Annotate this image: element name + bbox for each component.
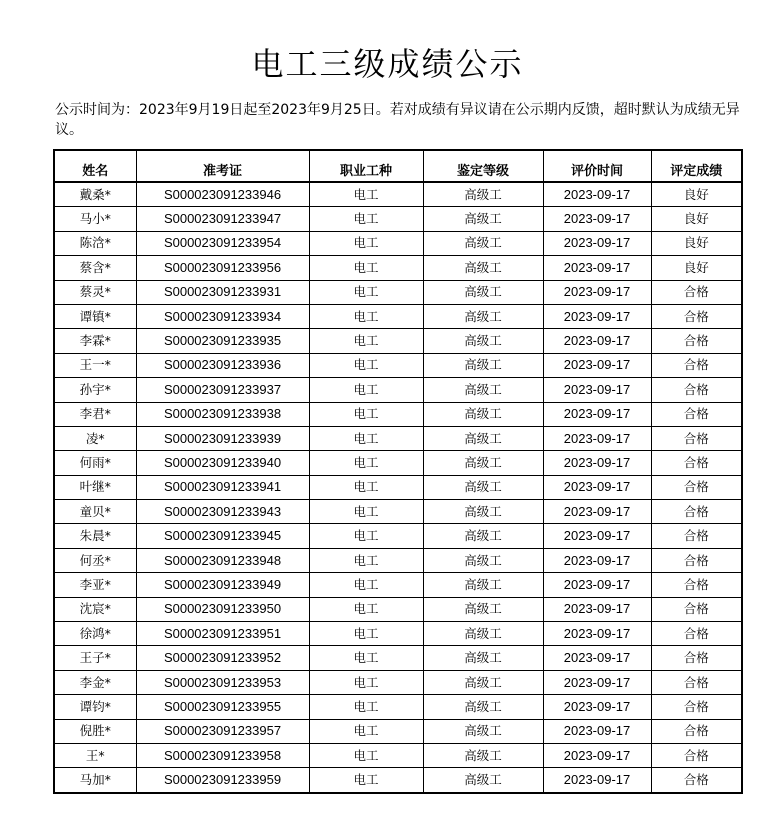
cell-date: 2023-09-17 [543, 304, 651, 328]
cell-name: 戴桑* [54, 182, 136, 207]
table-row [54, 426, 742, 450]
cell-exam-id: S000023091233943 [136, 500, 309, 524]
column-header-occupation: 职业工种 [309, 150, 423, 182]
cell-date: 2023-09-17 [543, 329, 651, 353]
table-row [54, 353, 742, 377]
table-row [54, 280, 742, 304]
cell-level: 高级工 [423, 670, 543, 694]
cell-grade: 合格 [651, 329, 742, 353]
cell-exam-id: S000023091233952 [136, 646, 309, 670]
cell-occupation: 电工 [309, 304, 423, 328]
cell-occupation: 电工 [309, 768, 423, 793]
cell-exam-id: S000023091233945 [136, 524, 309, 548]
cell-name: 谭镇* [54, 304, 136, 328]
cell-date: 2023-09-17 [543, 207, 651, 231]
cell-level: 高级工 [423, 402, 543, 426]
cell-exam-id: S000023091233951 [136, 622, 309, 646]
cell-grade: 合格 [651, 768, 742, 793]
table-row [54, 743, 742, 767]
cell-date: 2023-09-17 [543, 597, 651, 621]
cell-grade: 合格 [651, 304, 742, 328]
cell-name: 朱晨* [54, 524, 136, 548]
cell-level: 高级工 [423, 695, 543, 719]
table-row [54, 597, 742, 621]
cell-grade: 合格 [651, 646, 742, 670]
cell-name: 孙宇* [54, 378, 136, 402]
cell-date: 2023-09-17 [543, 378, 651, 402]
table-row [54, 768, 742, 793]
cell-date: 2023-09-17 [543, 256, 651, 280]
cell-level: 高级工 [423, 182, 543, 207]
cell-name: 李君* [54, 402, 136, 426]
table-row [54, 329, 742, 353]
cell-exam-id: S000023091233938 [136, 402, 309, 426]
cell-occupation: 电工 [309, 451, 423, 475]
cell-occupation: 电工 [309, 353, 423, 377]
cell-name: 倪胜* [54, 719, 136, 743]
cell-grade: 合格 [651, 597, 742, 621]
cell-level: 高级工 [423, 743, 543, 767]
table-row [54, 256, 742, 280]
cell-level: 高级工 [423, 622, 543, 646]
cell-occupation: 电工 [309, 573, 423, 597]
cell-grade: 合格 [651, 353, 742, 377]
cell-occupation: 电工 [309, 548, 423, 572]
table-row [54, 719, 742, 743]
cell-level: 高级工 [423, 256, 543, 280]
table-row [54, 646, 742, 670]
cell-name: 李金* [54, 670, 136, 694]
cell-name: 童贝* [54, 500, 136, 524]
cell-name: 徐鸿* [54, 622, 136, 646]
cell-grade: 合格 [651, 670, 742, 694]
cell-date: 2023-09-17 [543, 402, 651, 426]
cell-name: 何丞* [54, 548, 136, 572]
cell-level: 高级工 [423, 353, 543, 377]
cell-occupation: 电工 [309, 182, 423, 207]
cell-occupation: 电工 [309, 378, 423, 402]
cell-grade: 合格 [651, 743, 742, 767]
cell-date: 2023-09-17 [543, 670, 651, 694]
cell-name: 王* [54, 743, 136, 767]
cell-grade: 合格 [651, 280, 742, 304]
cell-level: 高级工 [423, 378, 543, 402]
cell-level: 高级工 [423, 719, 543, 743]
cell-grade: 合格 [651, 500, 742, 524]
cell-name: 沈宸* [54, 597, 136, 621]
cell-date: 2023-09-17 [543, 475, 651, 499]
column-header-level: 鉴定等级 [423, 150, 543, 182]
cell-date: 2023-09-17 [543, 182, 651, 207]
cell-grade: 合格 [651, 402, 742, 426]
cell-level: 高级工 [423, 500, 543, 524]
cell-grade: 合格 [651, 573, 742, 597]
cell-occupation: 电工 [309, 207, 423, 231]
cell-exam-id: S000023091233939 [136, 426, 309, 450]
table-row [54, 695, 742, 719]
cell-grade: 合格 [651, 475, 742, 499]
cell-occupation: 电工 [309, 329, 423, 353]
cell-name: 李亚* [54, 573, 136, 597]
table-row [54, 207, 742, 231]
cell-exam-id: S000023091233949 [136, 573, 309, 597]
cell-date: 2023-09-17 [543, 695, 651, 719]
cell-level: 高级工 [423, 597, 543, 621]
table-row [54, 548, 742, 572]
cell-name: 马小* [54, 207, 136, 231]
table-row [54, 402, 742, 426]
cell-level: 高级工 [423, 768, 543, 793]
cell-occupation: 电工 [309, 622, 423, 646]
cell-grade: 合格 [651, 426, 742, 450]
cell-grade: 良好 [651, 207, 742, 231]
cell-exam-id: S000023091233958 [136, 743, 309, 767]
cell-name: 李霖* [54, 329, 136, 353]
cell-level: 高级工 [423, 280, 543, 304]
cell-occupation: 电工 [309, 646, 423, 670]
cell-occupation: 电工 [309, 402, 423, 426]
cell-level: 高级工 [423, 329, 543, 353]
cell-occupation: 电工 [309, 256, 423, 280]
cell-exam-id: S000023091233959 [136, 768, 309, 793]
cell-level: 高级工 [423, 207, 543, 231]
cell-exam-id: S000023091233936 [136, 353, 309, 377]
cell-level: 高级工 [423, 475, 543, 499]
cell-date: 2023-09-17 [543, 622, 651, 646]
cell-grade: 良好 [651, 182, 742, 207]
cell-occupation: 电工 [309, 426, 423, 450]
cell-exam-id: S000023091233955 [136, 695, 309, 719]
cell-exam-id: S000023091233948 [136, 548, 309, 572]
table-row [54, 500, 742, 524]
cell-exam-id: S000023091233953 [136, 670, 309, 694]
table-body [54, 182, 742, 793]
cell-grade: 合格 [651, 451, 742, 475]
cell-grade: 良好 [651, 231, 742, 255]
cell-exam-id: S000023091233950 [136, 597, 309, 621]
column-header-name: 姓名 [54, 150, 136, 182]
cell-grade: 合格 [651, 695, 742, 719]
cell-level: 高级工 [423, 426, 543, 450]
table-row [54, 573, 742, 597]
cell-exam-id: S000023091233957 [136, 719, 309, 743]
cell-exam-id: S000023091233940 [136, 451, 309, 475]
cell-exam-id: S000023091233941 [136, 475, 309, 499]
cell-level: 高级工 [423, 524, 543, 548]
cell-grade: 合格 [651, 719, 742, 743]
cell-date: 2023-09-17 [543, 719, 651, 743]
column-header-grade: 评定成绩 [651, 150, 742, 182]
table-row [54, 231, 742, 255]
cell-level: 高级工 [423, 231, 543, 255]
cell-exam-id: S000023091233956 [136, 256, 309, 280]
table-row [54, 524, 742, 548]
column-header-exam-id: 准考证 [136, 150, 309, 182]
cell-date: 2023-09-17 [543, 280, 651, 304]
cell-date: 2023-09-17 [543, 500, 651, 524]
table-row [54, 670, 742, 694]
cell-name: 叶继* [54, 475, 136, 499]
cell-name: 王一* [54, 353, 136, 377]
cell-occupation: 电工 [309, 597, 423, 621]
cell-date: 2023-09-17 [543, 524, 651, 548]
cell-exam-id: S000023091233931 [136, 280, 309, 304]
cell-name: 谭钧* [54, 695, 136, 719]
table-row [54, 182, 742, 207]
cell-name: 王子* [54, 646, 136, 670]
table-header-row [54, 150, 742, 182]
cell-occupation: 电工 [309, 719, 423, 743]
cell-occupation: 电工 [309, 231, 423, 255]
cell-date: 2023-09-17 [543, 426, 651, 450]
cell-grade: 合格 [651, 548, 742, 572]
cell-name: 陈浛* [54, 231, 136, 255]
cell-exam-id: S000023091233935 [136, 329, 309, 353]
table-row [54, 451, 742, 475]
cell-date: 2023-09-17 [543, 743, 651, 767]
cell-level: 高级工 [423, 646, 543, 670]
cell-date: 2023-09-17 [543, 451, 651, 475]
cell-grade: 良好 [651, 256, 742, 280]
cell-grade: 合格 [651, 622, 742, 646]
cell-date: 2023-09-17 [543, 231, 651, 255]
cell-exam-id: S000023091233946 [136, 182, 309, 207]
cell-name: 何雨* [54, 451, 136, 475]
cell-exam-id: S000023091233934 [136, 304, 309, 328]
cell-occupation: 电工 [309, 500, 423, 524]
cell-exam-id: S000023091233947 [136, 207, 309, 231]
column-header-date: 评价时间 [543, 150, 651, 182]
cell-occupation: 电工 [309, 280, 423, 304]
results-table [53, 149, 743, 794]
cell-date: 2023-09-17 [543, 353, 651, 377]
table-row [54, 622, 742, 646]
page-title: 电工三级成绩公示 [251, 45, 524, 83]
cell-name: 蔡含* [54, 256, 136, 280]
cell-name: 凌* [54, 426, 136, 450]
cell-occupation: 电工 [309, 743, 423, 767]
cell-level: 高级工 [423, 304, 543, 328]
cell-occupation: 电工 [309, 524, 423, 548]
table-row [54, 304, 742, 328]
cell-date: 2023-09-17 [543, 573, 651, 597]
notice-text: 公示时间为：2023年9月19日起至2023年9月25日。若对成绩有异议请在公示期内反馈，超时默认为成绩无异议。 [55, 102, 740, 138]
cell-exam-id: S000023091233937 [136, 378, 309, 402]
cell-level: 高级工 [423, 548, 543, 572]
cell-level: 高级工 [423, 573, 543, 597]
table-row [54, 378, 742, 402]
cell-date: 2023-09-17 [543, 646, 651, 670]
cell-grade: 合格 [651, 524, 742, 548]
cell-exam-id: S000023091233954 [136, 231, 309, 255]
cell-name: 蔡灵* [54, 280, 136, 304]
cell-date: 2023-09-17 [543, 548, 651, 572]
cell-occupation: 电工 [309, 695, 423, 719]
cell-level: 高级工 [423, 451, 543, 475]
cell-grade: 合格 [651, 378, 742, 402]
cell-name: 马加* [54, 768, 136, 793]
cell-occupation: 电工 [309, 670, 423, 694]
cell-date: 2023-09-17 [543, 768, 651, 793]
table-row [54, 475, 742, 499]
cell-occupation: 电工 [309, 475, 423, 499]
